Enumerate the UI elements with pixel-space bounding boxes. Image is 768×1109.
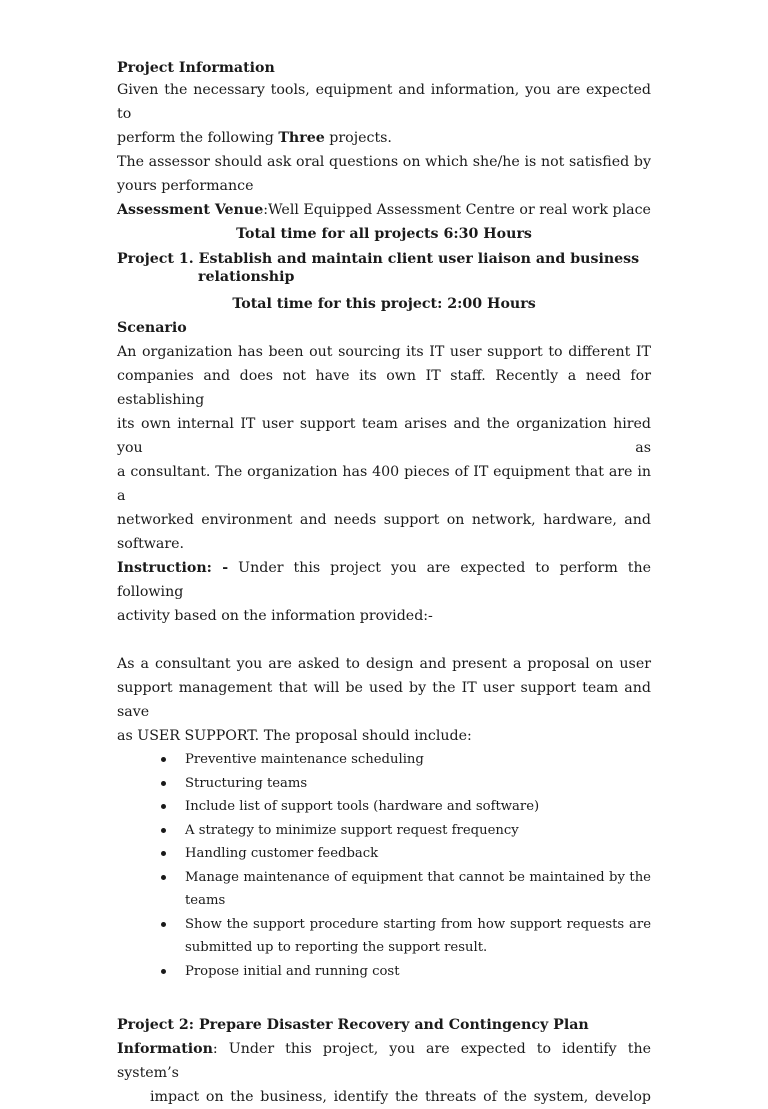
consultant-line-2: support management that will be used by the IT user support team and save xyxy=(117,680,651,720)
bullet-text: Preventive maintenance scheduling xyxy=(185,752,424,767)
project1-total-time: Total time for this project: 2:00 Hours xyxy=(232,296,536,312)
scenario-line-3: its own internal IT user support team arises and the organization hired you as xyxy=(117,416,651,456)
bullet-icon xyxy=(161,781,166,786)
intro-line-2-post: projects. xyxy=(324,130,392,146)
scenario-line-2: companies and does not have its own IT staff. Recently a need for establishing xyxy=(117,368,651,408)
project1-title-line1: Project 1. Establish and maintain client user liaison and business xyxy=(117,251,640,267)
spacer xyxy=(117,983,651,1013)
scenario-line-5: networked environment and needs support on network, hardware, and xyxy=(117,512,651,528)
bullet-icon xyxy=(161,851,166,856)
bullet-text: Handling customer feedback xyxy=(185,846,379,861)
project1-title xyxy=(117,250,651,286)
venue-label: Assessment Venue xyxy=(117,202,264,218)
document-page xyxy=(117,58,651,1109)
assessor-line-2: yours performance xyxy=(117,178,254,194)
spacer xyxy=(117,628,651,652)
intro-line-2-bold: Three xyxy=(278,130,325,146)
scenario-line-6: software. xyxy=(117,536,185,552)
list-item xyxy=(185,842,651,866)
scenario-label: Scenario xyxy=(117,320,187,336)
total-time-all: Total time for all projects 6:30 Hours xyxy=(236,226,532,242)
list-item xyxy=(185,913,651,960)
intro-line-2-pre: perform the following xyxy=(117,130,279,146)
list-item xyxy=(185,866,651,913)
instruction-label: Instruction: - xyxy=(117,560,229,576)
instruction-line-2: activity based on the information provided:- xyxy=(117,608,433,624)
bullet-icon xyxy=(161,969,166,974)
instruction-line-1 xyxy=(117,556,651,604)
venue-value: :Well Equipped Assessment Centre or real work place xyxy=(263,202,651,218)
bullet-text: Propose initial and running cost xyxy=(185,963,400,979)
bullet-text: Include list of support tools (hardware and software) xyxy=(185,799,540,814)
bullet-text: Manage maintenance of equipment that cannot be maintained by the xyxy=(185,869,651,885)
list-item xyxy=(185,960,651,984)
bullet-icon xyxy=(161,757,166,762)
bullet-text-cont: teams xyxy=(185,893,226,908)
project2-info-line-2: impact on the business, identify the threats of the system, develop xyxy=(150,1089,651,1105)
bullet-icon xyxy=(161,922,166,927)
bullet-text: Show the support procedure starting from how support requests are xyxy=(185,916,651,932)
info-label: Information xyxy=(117,1041,213,1057)
list-item xyxy=(185,795,651,819)
assessor-line-1: The assessor should ask oral questions on which she/he is not satisfied by xyxy=(117,154,651,170)
list-item xyxy=(185,772,651,796)
info-text: : Under this project, you are expected to identify the system’s xyxy=(117,1041,651,1081)
intro-line-2 xyxy=(117,126,651,150)
instruction-text: Under this project you are expected to perform the following xyxy=(117,560,651,600)
bullet-text: Structuring teams xyxy=(185,775,308,791)
scenario-line-1: An organization has been out sourcing its IT user support to different IT xyxy=(117,344,651,360)
list-item xyxy=(185,748,651,772)
bullet-text-cont: submitted up to reporting the support result. xyxy=(185,940,488,955)
project2-title: Project 2: Prepare Disaster Recovery and Contingency Plan xyxy=(117,1017,589,1033)
project1-title-line2: relationship xyxy=(198,269,295,285)
bullet-icon xyxy=(161,875,166,880)
scenario-line-4: a consultant. The organization has 400 pieces of IT equipment that are in a xyxy=(117,464,651,504)
section-heading: Project Information xyxy=(117,60,275,76)
project2-info-line-1 xyxy=(117,1037,651,1085)
bullet-text: A strategy to minimize support request frequency xyxy=(185,822,519,838)
bullet-icon xyxy=(161,828,166,833)
proposal-bullet-list xyxy=(117,748,651,983)
list-item xyxy=(185,819,651,843)
consultant-line-3: as USER SUPPORT. The proposal should include: xyxy=(117,728,472,744)
consultant-line-1: As a consultant you are asked to design and present a proposal on user xyxy=(117,656,651,672)
assessment-venue xyxy=(117,198,651,222)
bullet-icon xyxy=(161,804,166,809)
intro-line-1: Given the necessary tools, equipment and information, you are expected to xyxy=(117,82,651,122)
